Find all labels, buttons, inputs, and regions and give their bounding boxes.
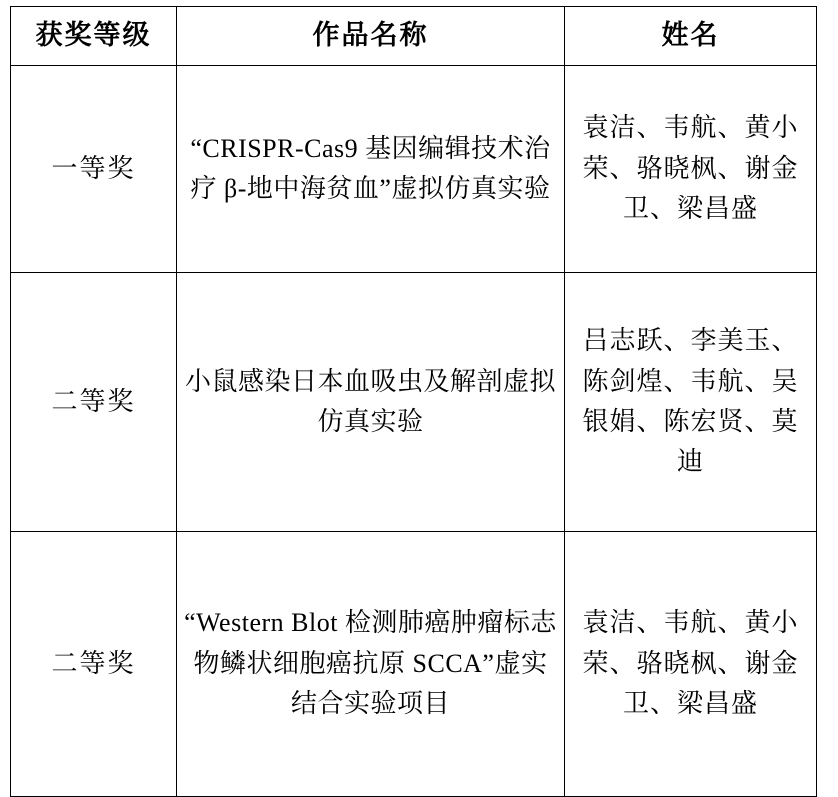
award-table	[10, 6, 817, 797]
cell-rank: 一等奖	[11, 65, 177, 272]
column-header-rank: 获奖等级	[11, 7, 177, 66]
table-header	[11, 7, 817, 66]
cell-title: 小鼠感染日本血吸虫及解剖虚拟仿真实验	[177, 272, 565, 531]
table-row	[11, 65, 817, 272]
cell-title: “CRISPR-Cas9 基因编辑技术治疗 β-地中海贫血”虚拟仿真实验	[177, 65, 565, 272]
cell-rank: 二等奖	[11, 531, 177, 796]
table-body	[11, 65, 817, 796]
column-header-names: 姓名	[565, 7, 817, 66]
table-row	[11, 272, 817, 531]
cell-names: 吕志跃、李美玉、陈剑煌、韦航、吴银娟、陈宏贤、莫迪	[565, 272, 817, 531]
column-header-title: 作品名称	[177, 7, 565, 66]
table-row	[11, 531, 817, 796]
cell-title: “Western Blot 检测肺癌肿瘤标志物鳞状细胞癌抗原 SCCA”虚实结合实验项目	[177, 531, 565, 796]
cell-rank: 二等奖	[11, 272, 177, 531]
table-header-row	[11, 7, 817, 66]
cell-names: 袁洁、韦航、黄小荣、骆晓枫、谢金卫、梁昌盛	[565, 531, 817, 796]
cell-names: 袁洁、韦航、黄小荣、骆晓枫、谢金卫、梁昌盛	[565, 65, 817, 272]
